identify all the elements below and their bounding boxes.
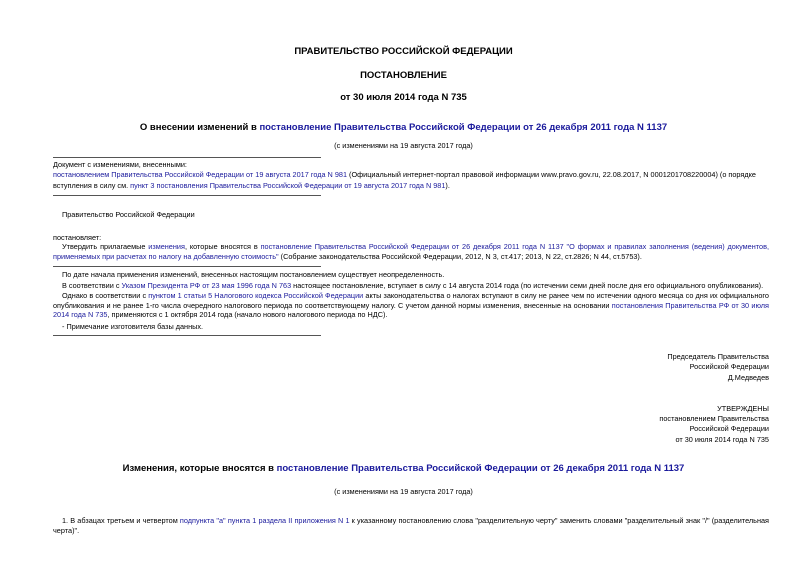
subclause-link[interactable]: подпункта "а" пункта 1 раздела II приложения N 1 xyxy=(179,516,350,525)
approved-by: постановлением Правительства xyxy=(659,414,769,423)
document-title xyxy=(0,122,807,133)
approve-paragraph xyxy=(53,242,769,261)
approved-date: от 30 июля 2014 года N 735 xyxy=(675,435,769,444)
title-prefix: О внесении изменений в xyxy=(139,122,260,133)
note-p2-text-a: В соответствии с xyxy=(62,281,122,290)
item-1-text-b: к указанному постановлению слова "разделительную черту" заменить словами "разделительный знак "/" (разделительная черта)". xyxy=(53,516,769,535)
title-decree-link[interactable]: постановление Правительства Российской Федерации от 26 декабря 2011 года N 1137 xyxy=(259,122,668,133)
approved-country: Российской Федерации xyxy=(689,424,769,433)
changes-title-decree-link[interactable]: постановление Правительства Российской Федерации от 26 декабря 2011 года N 1137 xyxy=(276,463,685,474)
note-uncertainty: По дате начала применения изменений, внесенных настоящим постановлением существует неопределенность. xyxy=(62,270,445,279)
approved-heading: УТВЕРЖДЕНЫ xyxy=(717,404,769,413)
changes-line-2 xyxy=(53,181,450,191)
presidential-decree-link[interactable]: Указом Президента РФ от 23 мая 1996 года N 763 xyxy=(121,281,292,290)
divider xyxy=(53,157,321,158)
title-amended-note: (с изменениями на 19 августа 2017 года) xyxy=(334,141,473,150)
divider xyxy=(53,195,321,196)
approve-text-b: , которые вносятся в xyxy=(184,242,261,251)
note-entry-into-force xyxy=(62,281,763,291)
item-1-paragraph xyxy=(53,516,769,535)
changes-line xyxy=(53,170,756,180)
decides-word: постановляет: xyxy=(53,233,102,242)
changes-title xyxy=(0,463,807,474)
changes-link[interactable]: изменения xyxy=(148,242,185,251)
government-subject: Правительство Российской Федерации xyxy=(62,210,195,219)
changes-amended-note: (с изменениями на 19 августа 2017 года) xyxy=(334,487,473,496)
changes-text-2: вступления в силу см. xyxy=(53,181,131,190)
document-type: ПОСТАНОВЛЕНИЕ xyxy=(360,70,447,81)
signature-title: Председатель Правительства xyxy=(667,352,769,361)
tax-code-link[interactable]: пунктом 1 статьи 5 Налогового кодекса Российской Федерации xyxy=(148,291,364,300)
note-p3-text-b: акты законодательства о налогах вступают в силу не ранее чем по истечении одного месяца со дня их официального опубликования и не ранее 1-го числа очередного налогового периода по соответствующему налогу. С учетом данной нормы изменения, внесенные на основании xyxy=(53,291,769,310)
changes-intro: Документ с изменениями, внесенными: xyxy=(53,160,187,169)
note-producer-remark: - Примечание изготовителя базы данных. xyxy=(62,322,204,331)
government-heading: ПРАВИТЕЛЬСТВО РОССИЙСКОЙ ФЕДЕРАЦИИ xyxy=(294,46,513,57)
item-1-text-a: 1. В абзацах третьем и четвертом xyxy=(62,516,180,525)
note-p3-text-c: , применяются с 1 октября 2014 года (начало нового налогового периода по НДС). xyxy=(107,310,388,319)
note-tax-code-paragraph xyxy=(53,291,769,320)
decree-1137-link[interactable]: постановление Правительства Российской Федерации от 26 декабря 2011 года N 1137 "О формах и правилах заполнения (ведения) документов, применяемых при расчетах по налогу на добавленную стоимость" xyxy=(53,242,769,261)
amendment-clause-link[interactable]: пункт 3 постановления Правительства Российской Федерации от 19 августа 2017 года N 981 xyxy=(130,181,446,190)
divider xyxy=(53,266,321,267)
changes-title-prefix: Изменения, которые вносятся в xyxy=(122,463,277,474)
signature-country: Российской Федерации xyxy=(689,362,769,371)
amendment-decree-link[interactable]: постановлением Правительства Российской Федерации от 19 августа 2017 года N 981 xyxy=(53,170,348,179)
signature-name: Д.Медведев xyxy=(727,373,769,382)
approve-text-c: (Собрание законодательства Российской Федерации, 2012, N 3, ст.417; 2013, N 22, ст.2826; N 44, ст.5753). xyxy=(278,251,642,261)
changes-text: (Официальный интернет-портал правовой информации www.pravo.gov.ru, 22.08.2017, N 0001201708220004) (о порядке xyxy=(347,170,756,179)
divider xyxy=(53,335,321,336)
approve-text-a: Утвердить прилагаемые xyxy=(62,242,149,251)
document-date-number: от 30 июля 2014 года N 735 xyxy=(340,92,467,103)
decree-735-link[interactable]: постановления Правительства РФ от 30 июля 2014 года N 735 xyxy=(53,300,769,319)
changes-text-3: ). xyxy=(445,181,450,190)
note-p2-text-b: настоящее постановление, вступает в силу с 14 августа 2014 года (по истечении семи дней после дня его официального опубликования). xyxy=(291,281,764,290)
note-p3-text-a: Однако в соответствии с xyxy=(62,291,149,300)
